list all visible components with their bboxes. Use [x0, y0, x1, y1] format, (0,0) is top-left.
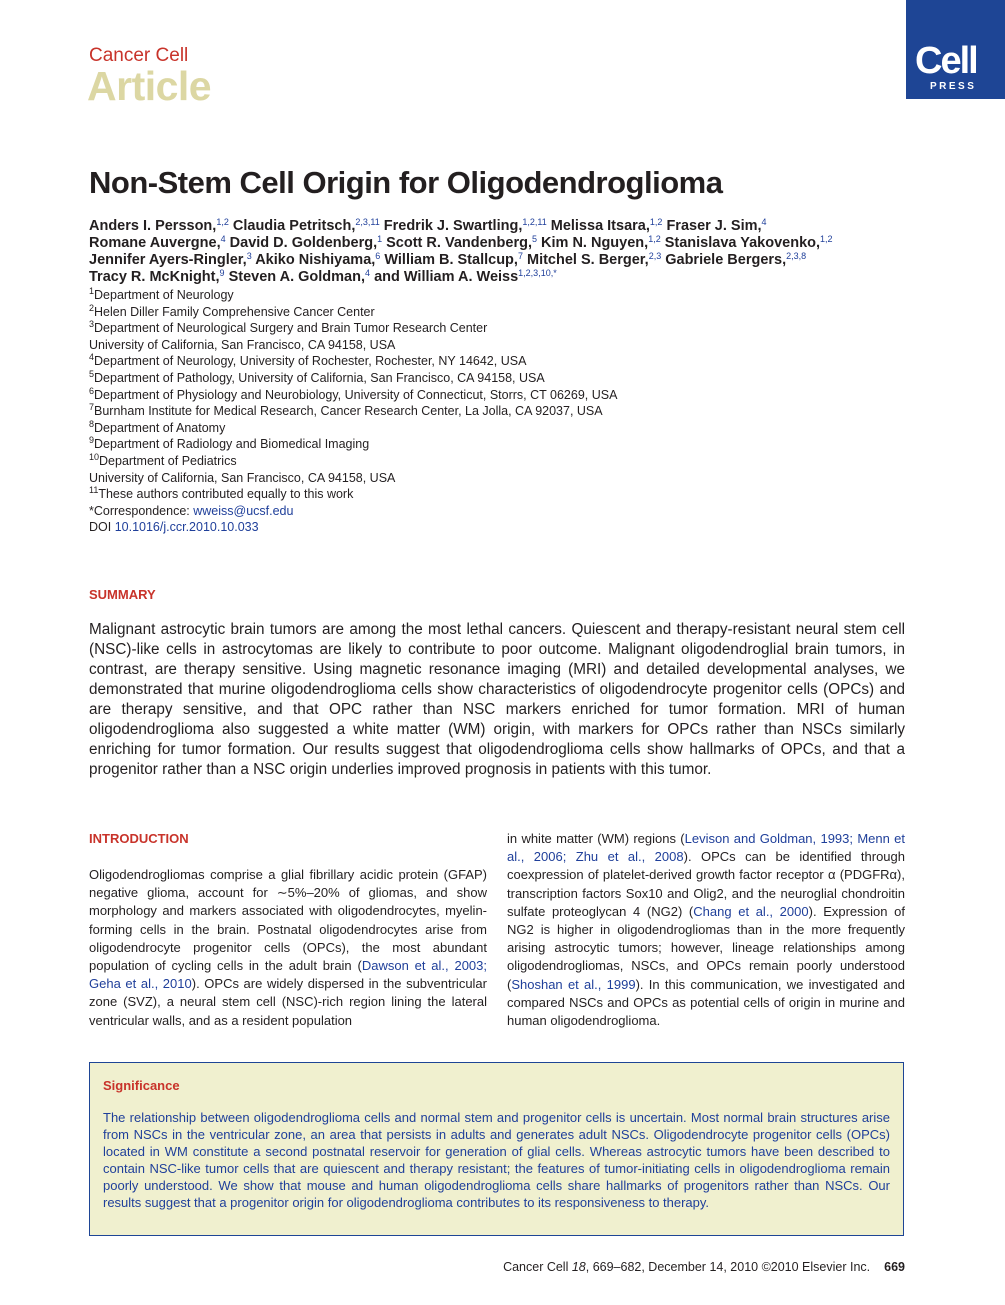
author-name: Claudia Petritsch, — [232, 218, 356, 234]
summary-text: Malignant astrocytic brain tumors are among the most lethal cancers. Quiescent and therapy-resistant neural stem cell (NSC)-like cells in astrocytomas are likely to contribute to poor outcome. Malignant oligodendroglial brain tumors, in contrast, are therapy sensitive. Using magnetic resonance imaging (MRI) and detailed developmental analyses, we demonstrated that murine oligodendroglioma cells show characteristics of oligodendrocyte progenitor cells (OPCs) and are therapy sensitive, and that OPC rather than NSC markers enriched for tumor formation. MRI of human oligodendroglioma also suggested a white matter (WM) origin, with markers for OPCs rather than NSCs similarly enriching for tumor formation. Our results suggest that oligodendroglioma cells show hallmarks of OPCs, and that a progenitor rather than a NSC origin underlies improved prognosis in patients with this tumor. — [89, 621, 905, 778]
author-affiliation-marker[interactable]: 5 — [531, 234, 537, 244]
footer-volume: 18 — [571, 1260, 586, 1274]
citation-link[interactable]: Chang et al., 2000 — [693, 903, 809, 919]
author-affiliation-marker[interactable]: 1,2 — [820, 234, 833, 244]
paragraph-text: ). In this communication, we investigated and compared NSCs and OPCs as potential cells of origin in murine and human oligodendroglioma. — [507, 976, 905, 1029]
author-name: Steven A. Goldman, — [228, 269, 366, 285]
affiliation-number: 8 — [89, 418, 95, 429]
introduction-heading: INTRODUCTION — [89, 831, 189, 846]
author-affiliation-marker[interactable]: 6 — [375, 251, 381, 261]
doi-link[interactable]: 10.1016/j.ccr.2010.10.033 — [114, 520, 259, 535]
author-affiliation-marker[interactable]: 1,2 — [648, 234, 661, 244]
author-affiliation-marker[interactable]: 1,2 — [649, 217, 663, 227]
author-name: Anders I. Persson, — [89, 218, 217, 234]
author-name: Romane Auvergne, — [89, 235, 221, 251]
author-name: and William A. Weiss — [374, 269, 519, 285]
affiliation-item — [89, 353, 617, 370]
affiliation-item — [89, 453, 617, 470]
affiliation-text: These authors contributed equally to this work — [98, 487, 354, 502]
affiliation-number: 4 — [89, 352, 95, 363]
author-affiliation-marker[interactable]: 2,3,11 — [355, 217, 380, 227]
affiliation-text: Department of Anatomy — [94, 420, 226, 435]
logo-sub: PRESS — [930, 81, 977, 92]
affiliation-item — [89, 337, 617, 354]
journal-name: Cancer Cell — [89, 45, 189, 66]
section-label: Article — [87, 63, 212, 109]
affiliation-item — [89, 320, 617, 337]
affiliation-item — [89, 403, 617, 420]
author-affiliation-marker[interactable]: 1,2,11 — [522, 217, 547, 227]
paragraph-text: Oligodendrogliomas comprise a glial fibrillary acidic protein (GFAP) negative glioma, account for ∼5%–20% of gliomas, and show morphology and markers associated with oligodendrocytes, myelin-forming cells in the brain. Postnatal oligodendrocytes arise from oligodendrocyte progenitor cells (OPCs), the most abundant population of cycling cells in the adult brain ( — [89, 867, 487, 974]
author-affiliation-marker[interactable]: 1,2,3,10,* — [518, 268, 557, 278]
affiliation-item — [89, 387, 617, 404]
author-name: Fredrik J. Swartling, — [383, 218, 523, 234]
affiliation-text: Burnham Institute for Medical Research, Cancer Research Center, La Jolla, CA 92037, USA — [94, 404, 603, 419]
author-affiliation-marker[interactable]: 9 — [219, 268, 225, 278]
doi-label: DOI — [89, 520, 115, 535]
footer-journal: Cancer Cell — [503, 1260, 572, 1274]
affiliation-number: 3 — [89, 319, 95, 330]
significance-heading: Significance — [103, 1078, 180, 1093]
affiliation-text: Department of Radiology and Biomedical Imaging — [94, 437, 370, 452]
affiliation-number: 9 — [89, 435, 95, 446]
author-name: Jennifer Ayers-Ringler, — [89, 252, 247, 268]
affiliation-number: 7 — [89, 402, 95, 413]
author-affiliation-marker[interactable]: 7 — [517, 251, 523, 261]
significance-text: The relationship between oligodendroglioma cells and normal stem and progenitor cells is uncertain. Most normal brain structures arise from NSCs in the ventricular zone, an area that persists in adults and generates adult NSCs. Oligodendrocyte progenitor cells (OPCs) located in WM constitute a second postnatal reservoir for generation of glial cells. Whereas astrocytic tumors have been described to contain NSC-like tumor cells that are quiescent and therapy resistant; the features of tumor-initiating cells in oligodendroglioma remain poorly understood. We show that mouse and human oligodendroglioma cells share hallmarks of progenitors rather than NSCs. Our results suggest that a progenitor origin for oligodendroglioma contributes to its responsiveness to therapy. — [103, 1110, 890, 1210]
cell-press-logo — [906, 0, 1005, 99]
affiliation-number: 5 — [89, 368, 95, 379]
introduction-column-2 — [507, 830, 905, 1030]
author-line — [89, 218, 909, 235]
affiliation-item — [89, 436, 617, 453]
significance-box — [89, 1062, 904, 1236]
correspondence — [89, 503, 617, 520]
affiliation-item — [89, 420, 617, 437]
affiliation-text: Helen Diller Family Comprehensive Cancer Center — [94, 304, 375, 319]
author-affiliation-marker[interactable]: 2,3 — [648, 251, 662, 261]
affiliation-number: 2 — [89, 302, 95, 313]
author-name: Melissa Itsara, — [550, 218, 650, 234]
author-name: Kim N. Nguyen, — [541, 235, 649, 251]
author-affiliation-marker[interactable]: 1,2 — [216, 217, 229, 227]
affiliation-text: Department of Physiology and Neurobiology, University of Connecticut, Storrs, CT 06269, USA — [94, 387, 618, 402]
affiliation-number: 11 — [89, 485, 99, 496]
doi — [89, 519, 617, 536]
affiliation-text: University of California, San Francisco, CA 94158, USA — [89, 470, 396, 485]
author-name: William B. Stallcup, — [384, 252, 518, 268]
affiliation-text: University of California, San Francisco, CA 94158, USA — [89, 337, 396, 352]
author-name: Mitchel S. Berger, — [527, 252, 649, 268]
affiliation-text: Department of Pediatrics — [99, 453, 237, 468]
author-list — [89, 218, 909, 286]
author-line — [89, 235, 909, 252]
author-affiliation-marker[interactable]: 4 — [365, 268, 371, 278]
affiliation-text: Department of Pathology, University of California, San Francisco, CA 94158, USA — [94, 370, 545, 385]
citation-link[interactable]: Shoshan et al., 1999 — [511, 976, 636, 992]
author-affiliation-marker[interactable]: 3 — [246, 251, 252, 261]
author-name: Stanislava Yakovenko, — [664, 235, 821, 251]
summary-heading: SUMMARY — [89, 587, 156, 602]
affiliations — [89, 287, 617, 536]
article-title: Non-Stem Cell Origin for Oligodendroglioma — [89, 165, 723, 200]
correspondence-email-link[interactable]: wweiss@ucsf.edu — [193, 503, 294, 518]
logo-main: Cell — [915, 40, 977, 82]
author-line — [89, 252, 909, 269]
affiliation-text: Department of Neurology, University of Rochester, Rochester, NY 14642, USA — [94, 354, 527, 369]
author-name: Fraser J. Sim, — [666, 218, 762, 234]
affiliation-list — [89, 287, 617, 503]
correspondence-label: *Correspondence: — [89, 503, 194, 518]
page-number: 669 — [884, 1260, 905, 1274]
affiliation-item — [89, 304, 617, 321]
affiliation-text: Department of Neurological Surgery and Brain Tumor Research Center — [94, 321, 488, 336]
author-line — [89, 269, 909, 286]
affiliation-number: 10 — [89, 451, 100, 462]
affiliation-item — [89, 370, 617, 387]
author-affiliation-marker[interactable]: 4 — [761, 217, 767, 227]
introduction-column-1 — [89, 866, 487, 1030]
author-name: Gabriele Bergers, — [665, 252, 787, 268]
author-affiliation-marker[interactable]: 2,3,8 — [786, 251, 807, 261]
author-affiliation-marker[interactable]: 4 — [220, 234, 226, 244]
author-name: David D. Goldenberg, — [229, 235, 378, 251]
author-name: Akiko Nishiyama, — [255, 252, 376, 268]
affiliation-text: Department of Neurology — [94, 288, 234, 302]
paragraph-text: ). Expression of NG2 is higher in oligodendrogliomas than in the more frequently arising astrocytic tumors; however, lineage relationships among oligodendrogliomas, NSCs, and OPCs remain poorly understood ( — [507, 903, 905, 992]
affiliation-item — [89, 486, 617, 503]
paragraph-text: in white matter (WM) regions ( — [507, 831, 685, 846]
author-name: Tracy R. McKnight, — [89, 269, 220, 285]
affiliation-item — [89, 287, 617, 304]
author-name: Scott R. Vandenberg, — [386, 235, 532, 251]
citation-link[interactable]: Levison and Goldman, 1993; Menn et al., 2006; Zhu et al., 2008 — [507, 831, 905, 865]
paragraph-text: ). OPCs can be identified through coexpression of platelet-derived growth factor receptor α (PDGFRα), transcription factors Sox10 and Olig2, and the neuroglial chondroitin sulfate proteoglycan 4 (NG2) ( — [507, 849, 905, 919]
affiliation-number: 1 — [89, 286, 95, 296]
affiliation-item — [89, 470, 617, 487]
affiliation-number: 6 — [89, 385, 95, 396]
author-affiliation-marker[interactable]: 1 — [377, 234, 383, 244]
citation-link[interactable]: Dawson et al., 2003; Geha et al., 2010 — [89, 958, 487, 992]
footer-citation: , 669–682, December 14, 2010 ©2010 Elsevier Inc. — [585, 1260, 871, 1274]
page-footer — [503, 1260, 905, 1274]
paragraph-text: ). OPCs are widely dispersed in the subventricular zone (SVZ), a neural stem cell (NSC)-rich region lining the lateral ventricular walls, and as a resident population — [89, 976, 487, 1028]
